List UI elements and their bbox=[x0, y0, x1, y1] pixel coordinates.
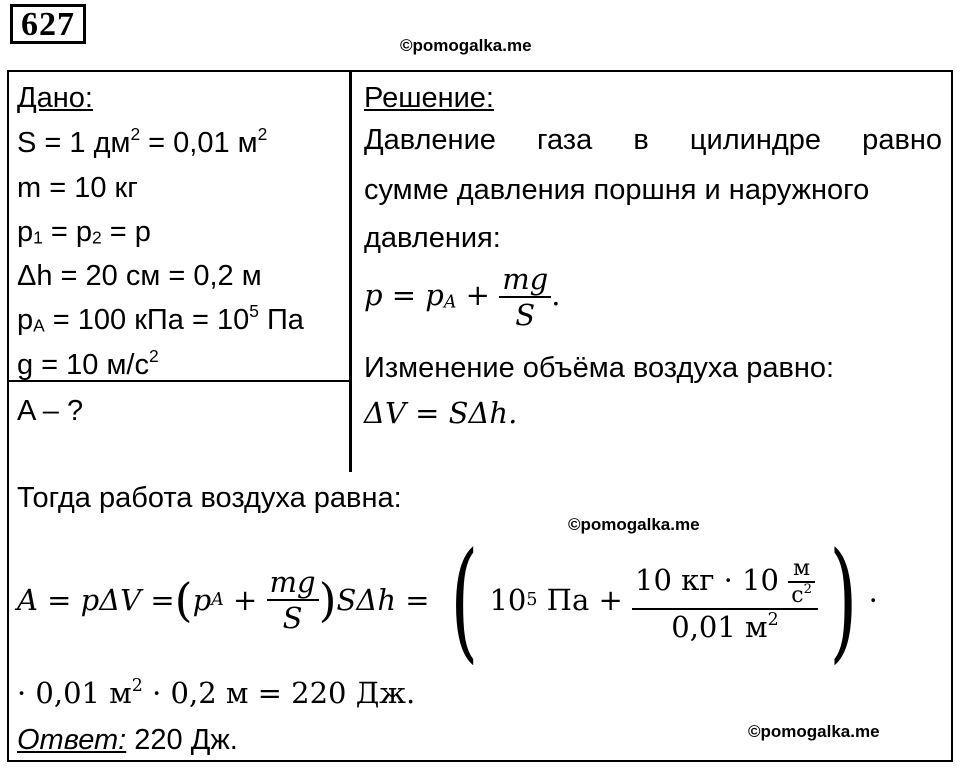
solution-text-work: Тогда работа воздуха равна: bbox=[17, 482, 402, 514]
watermark-top: ©pomogalka.me bbox=[400, 36, 532, 55]
given-pressures: $p_1 = p_2 = p$ bbox=[17, 216, 151, 248]
given-area: S = 1 $дм^2 = 0,01$ $м^2$ bbox=[17, 123, 268, 159]
problem-number: 627 bbox=[10, 4, 86, 44]
given-atm-pressure: $p_A = 100$ кПа = $10^5$ Па bbox=[17, 300, 304, 336]
column-divider bbox=[349, 70, 352, 472]
paren-close-large: ) bbox=[829, 524, 858, 676]
solution-text-line-3: давления: bbox=[364, 222, 501, 254]
watermark-middle: ©pomogalka.me bbox=[568, 515, 700, 534]
paren-open-small: ( bbox=[174, 573, 193, 627]
given-mass: m = 10 кг bbox=[17, 172, 138, 204]
solution-text-line-2: сумме давления поршня и наружного bbox=[364, 174, 870, 206]
paren-open-large: ( bbox=[450, 524, 479, 676]
given-title: Дано: bbox=[17, 82, 93, 114]
given-gravity: g = 10 $м/с^2$ bbox=[17, 345, 159, 381]
formula-volume: ΔV = SΔh. bbox=[364, 396, 518, 430]
solution-text-volume: Изменение объёма воздуха равно: bbox=[364, 352, 835, 384]
find-label: A – ? bbox=[17, 395, 84, 427]
solution-text-line-1: Давление газа в цилиндре равно bbox=[364, 124, 942, 156]
paren-close-small: ) bbox=[318, 573, 337, 627]
watermark-bottom: ©pomogalka.me bbox=[748, 722, 880, 741]
formula-work: A = pΔV = ( p A + $\frac{mg}{S}$ ) SΔh = ( 10 5 Па + 10 кг · 10 $\frac{м}{с^2}$ 0,01 $м^2$ ) · bbox=[17, 524, 878, 676]
answer-label: Ответ: bbox=[17, 724, 127, 756]
solution-title: Решение: bbox=[364, 82, 494, 114]
given-height: Δh = 20 см = 0,2 м bbox=[17, 260, 262, 292]
formula-pressure: $p = p_A$ + $\frac{mg}{S}$ . bbox=[364, 262, 561, 332]
answer-value: 220 Дж. bbox=[126, 724, 238, 756]
answer-line bbox=[17, 722, 238, 758]
formula-result: · 0,01 $м^2 \cdot 0,2$ м = 220 Дж. bbox=[17, 675, 416, 710]
